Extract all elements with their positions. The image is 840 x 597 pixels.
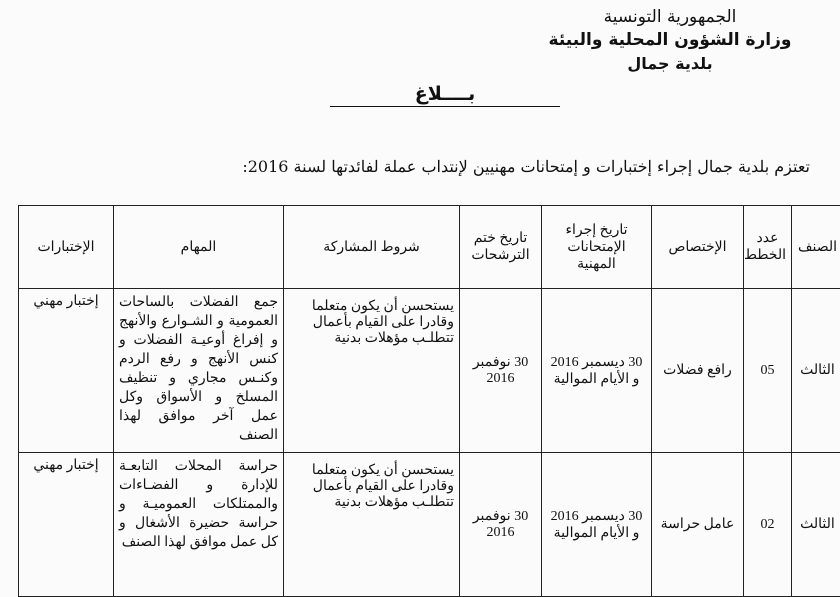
cell-count: 05	[744, 289, 792, 453]
header-deadline: تاريخ ختم الترشحات	[460, 206, 542, 289]
cell-conditions: يستحسن أن يكون متعلما وقادرا على القيام بأعمال تتطلـب مؤهلات بدنية	[284, 289, 460, 453]
ministry-line: وزارة الشؤون المحلية والبيئة	[520, 29, 820, 52]
cell-tests: إختبار مهني	[19, 453, 114, 597]
header-category: الصنف	[792, 206, 840, 289]
table-row	[19, 453, 840, 597]
cell-category: الثالث	[792, 453, 840, 597]
recruitment-table	[18, 205, 840, 597]
letterhead	[520, 6, 820, 75]
municipality-line: بلدية جمال	[520, 52, 820, 75]
cell-specialty: رافع فضلات	[652, 289, 744, 453]
republic-line: الجمهورية التونسية	[520, 6, 820, 29]
header-specialty: الإختصاص	[652, 206, 744, 289]
cell-specialty: عامل حراسة	[652, 453, 744, 597]
cell-deadline: 30 نوفمبر 2016	[460, 453, 542, 597]
cell-exam-date: 30 ديسمبر 2016 و الأيام الموالية	[542, 453, 652, 597]
table-row	[19, 289, 840, 453]
cell-count: 02	[744, 453, 792, 597]
cell-conditions: يستحسن أن يكون متعلما وقادرا على القيام بأعمال تتطلـب مؤهلات بدنية	[284, 453, 460, 597]
header-count: عدد الخطط	[744, 206, 792, 289]
cell-tests: إختبار مهني	[19, 289, 114, 453]
cell-exam-date: 30 ديسمبر 2016 و الأيام الموالية	[542, 289, 652, 453]
intro-text: تعتزم بلدية جمال إجراء إختبارات و إمتحانات مهنيين لإنتداب عملة لفائدتها لسنة 2016:	[190, 157, 810, 176]
notice-title: بــــلاغ	[330, 82, 560, 107]
header-tests: الإختبارات	[19, 206, 114, 289]
table-header-row	[19, 206, 840, 289]
cell-deadline: 30 نوفمبر 2016	[460, 289, 542, 453]
cell-category: الثالث	[792, 289, 840, 453]
cell-tasks: حراسة المحلات التابعـة للإدارة و الفضـاءات والممتلكات العموميـة و حراسة حضيرة الأشغال و كل عمل موافق لهذا الصنف	[114, 453, 284, 597]
cell-tasks: جمع الفضلات بالساحات العمومية و الشـوارع والأنهج و إفراغ أوعيـة الفضلات و كنس الأنهج و رفع الردم وكنـس مجاري و تنظيف المسلخ و الأسواق وكل عمل آخر موافق لهذا الصنف	[114, 289, 284, 453]
header-conditions: شروط المشاركة	[284, 206, 460, 289]
header-exam-date: تاريخ إجراء الإمتحانات المهنية	[542, 206, 652, 289]
header-tasks: المهام	[114, 206, 284, 289]
